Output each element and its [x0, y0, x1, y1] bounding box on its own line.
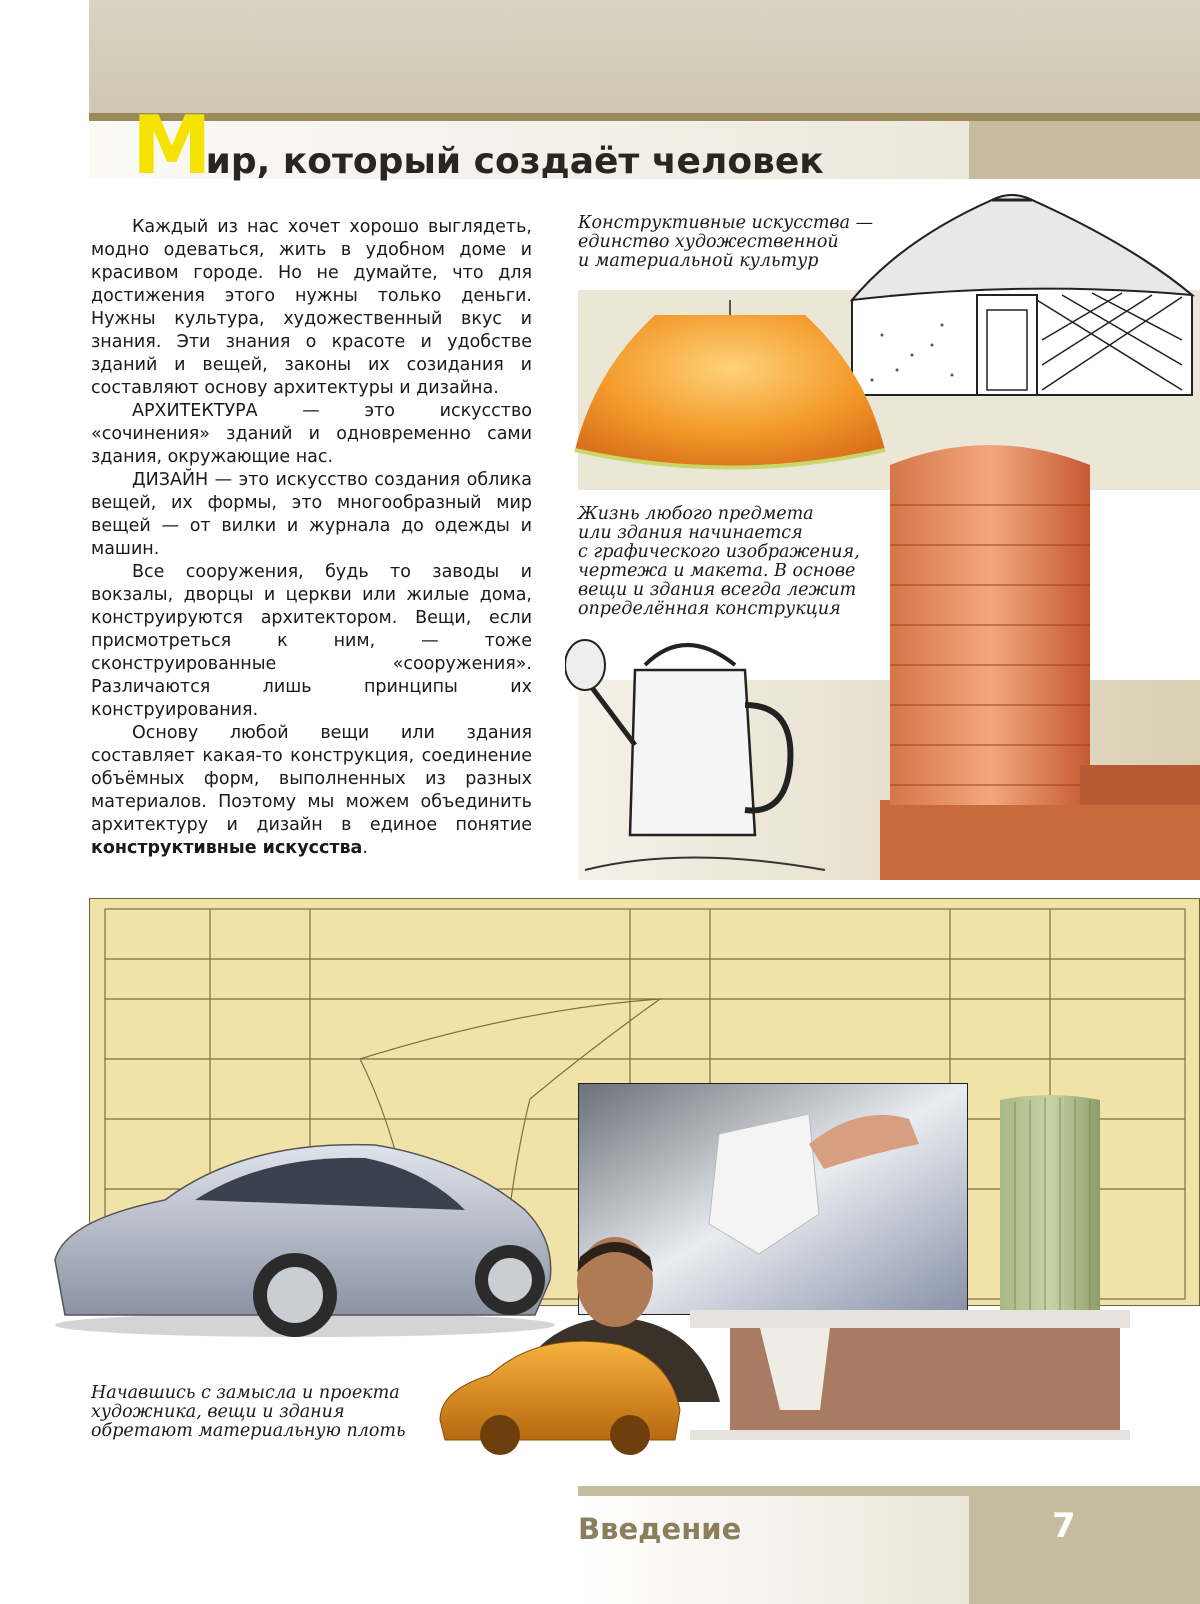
paragraph: ДИЗАЙН — это искусство создания облика вещей, их формы, это многообразный мир вещей — от вилки и журнала до одежды и машин.: [91, 470, 532, 559]
title-rest: ир, который создаёт человек: [205, 141, 824, 182]
page-number: 7: [1052, 1506, 1076, 1546]
caption-line: вещи и здания всегда лежит: [578, 580, 857, 600]
caption-line: с графического изображения,: [578, 542, 860, 562]
lampshade-image: [565, 300, 895, 480]
caption-line: или здания начинается: [578, 523, 803, 543]
caption-line: и материальной культур: [578, 251, 819, 271]
silver-car-photo: [45, 1130, 565, 1340]
paragraph: Каждый из нас хочет хорошо выглядеть, модно одеваться, жить в удобном доме и красивом городе. Но не думайте, что для достижения этого нужны только деньги. Нужны культура, художественный вкус и знания. Эти знания о красоте и удобстве зданий и вещей, законы их созидания и составляют основу архитектуры и дизайна.: [91, 217, 532, 398]
caption-line: обретают материальную плоть: [91, 1421, 406, 1441]
paragraph-end: .: [362, 838, 368, 858]
watering-can-drawing: [565, 625, 865, 880]
caption-line: Начавшись с замысла и проекта: [91, 1383, 400, 1403]
caption-line: чертежа и макета. В основе: [578, 561, 856, 581]
caption-object-life: [578, 505, 860, 619]
header-band: [89, 0, 1200, 113]
title-initial: М: [132, 99, 206, 192]
title-tab: [969, 121, 1200, 179]
footer-tab: [969, 1496, 1200, 1604]
architectural-model-photo: [670, 1090, 1140, 1440]
caption-line: Жизнь любого предмета: [578, 504, 814, 524]
page-title: [132, 99, 824, 192]
footer-rule: [578, 1486, 1200, 1496]
paragraph: АРХИТЕКТУРА — это искусство «сочинения» зданий и одновременно сами здания, окружающие нас.: [91, 401, 532, 467]
paragraph-text: Основу любой вещи или здания составляет какая-то конструкция, соединение объёмных форм, выполненных из разных материалов. Поэтому мы можем объединить архитектуру и дизайн в единое понятие: [91, 723, 532, 835]
key-term: конструктивные искусства: [91, 838, 363, 858]
caption-line: Конструктивные искусства —: [578, 213, 874, 233]
clay-car-model: [430, 1320, 690, 1460]
caption-line: определённая конструкция: [578, 599, 841, 619]
yurt-illustration: [842, 185, 1200, 415]
tower-photo: [880, 405, 1200, 880]
caption-line: художника, вещи и здания: [91, 1402, 345, 1422]
caption-line: единство художественной: [578, 232, 839, 252]
paragraph-last: [91, 722, 532, 860]
caption-constructive-arts: [578, 214, 873, 271]
caption-idea-to-matter: [91, 1384, 406, 1441]
paragraph: Все сооружения, будь то заводы и вокзалы, дворцы и церкви или жилые дома, конструируются архитектором. Вещи, если присмотреться к ним, — тоже сконструированные «сооружения». Различаются лишь принципы их конструирования.: [91, 562, 532, 720]
body-text: [91, 216, 532, 860]
section-name: Введение: [578, 1512, 742, 1546]
